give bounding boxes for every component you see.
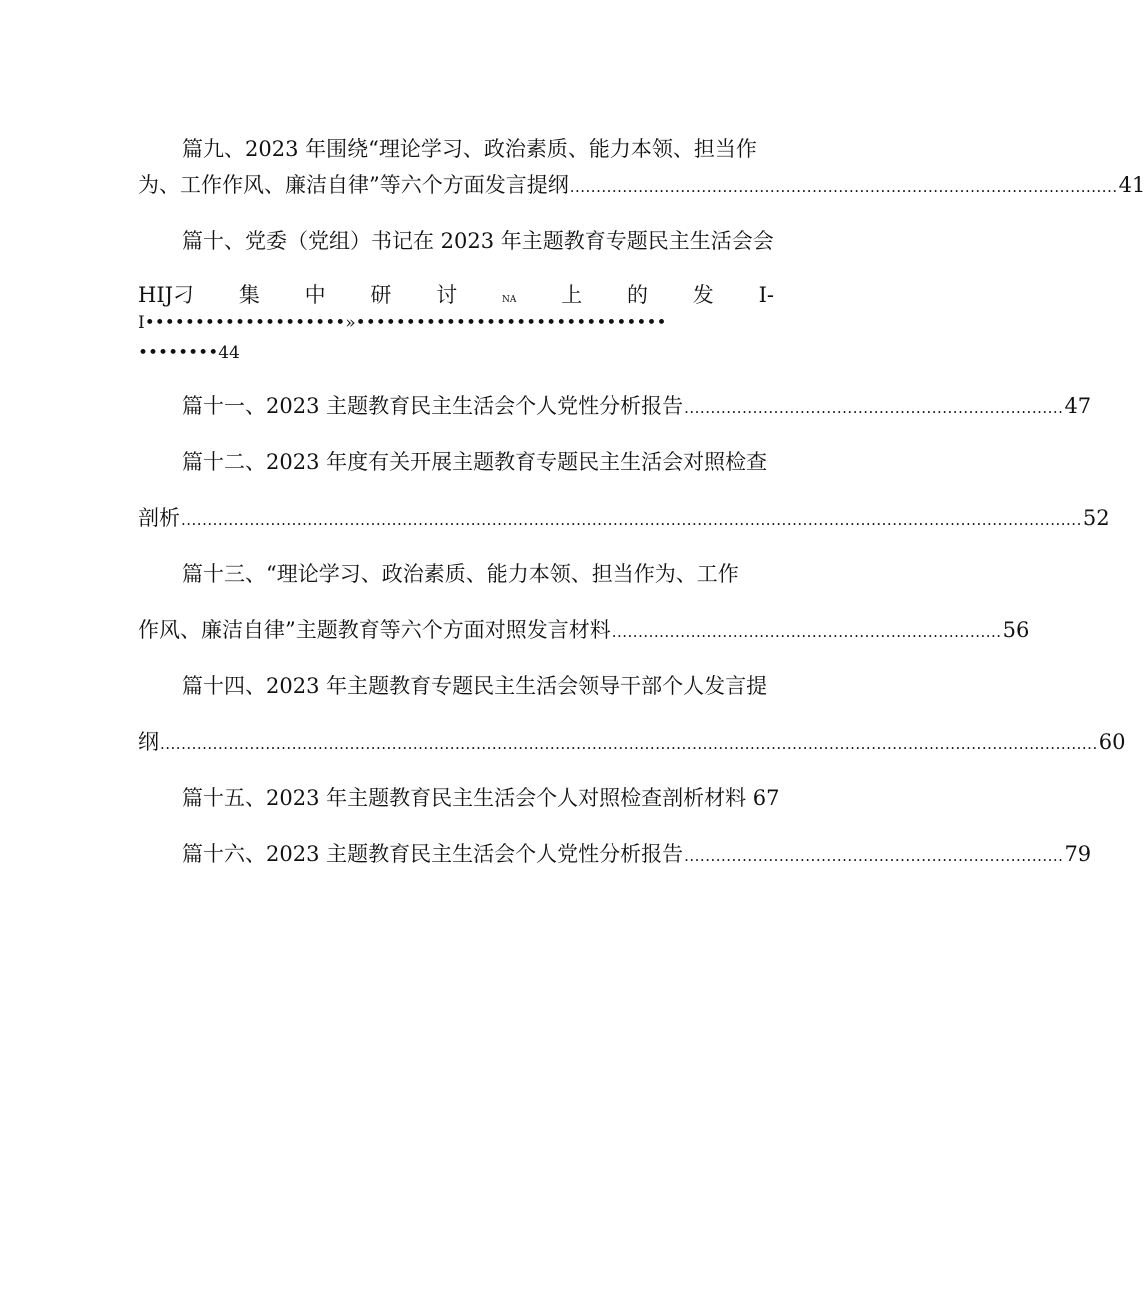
toc-entry-10-token: HIJ刁	[138, 283, 195, 307]
toc-entry-13-page: 56	[1002, 618, 1030, 642]
toc-entry-16-page: 79	[1064, 842, 1092, 866]
dot-leader: ..................................................................................................................................................................................	[160, 735, 1098, 753]
toc-entry-10-token: 中	[304, 283, 326, 307]
dot-leader: ........................................................................	[684, 399, 1064, 417]
toc-entry-12-text: 剖析	[138, 506, 180, 530]
toc-entry-11	[138, 389, 1092, 423]
toc-entry-13-line-1: 篇十三、“理论学习、政治素质、能力本领、担当作为、工作	[182, 562, 739, 586]
dot-leader: ........................................................................................................	[569, 178, 1118, 196]
toc-entry-10-token: 上	[561, 283, 583, 307]
toc-entry-14-line-1: 篇十四、2023 年主题教育专题民主生活会领导干部个人发言提	[182, 674, 768, 698]
toc-entry-10-token: 讨	[436, 283, 458, 307]
toc-entry-9-line-1: 篇九、2023 年围绕“理论学习、政治素质、能力本领、担当作	[182, 137, 757, 161]
toc-entry-13-text: 作风、廉洁自律”主题教育等六个方面对照发言材料	[138, 618, 611, 642]
toc-entry-11-text: 篇十一、2023 主题教育民主生活会个人党性分析报告	[182, 394, 684, 418]
toc-entry-9-text: 为、工作作风、廉洁自律”等六个方面发言提纲	[138, 173, 569, 197]
toc-entry-15: 篇十五、2023 年主题教育民主生活会个人对照检查剖析材料 67	[182, 786, 780, 810]
toc-entry-9-page: 41	[1118, 173, 1145, 197]
toc-entry-9-line-2	[138, 168, 1145, 202]
toc-entry-14-page: 60	[1098, 730, 1126, 754]
toc-entry-16-text: 篇十六、2023 主题教育民主生活会个人党性分析报告	[182, 842, 684, 866]
toc-entry-10-line-3: I••••••••••••••••••••»•••••••••••••••••••••••••••••••	[138, 313, 667, 333]
toc-entry-13-line-2	[138, 613, 1030, 647]
toc-entry-10-line-4: ••••••••44	[138, 343, 240, 363]
toc-entry-10-line-1: 篇十、党委（党组）书记在 2023 年主题教育专题民主生活会会	[182, 229, 774, 253]
toc-entry-14-text: 纲	[138, 730, 159, 754]
dot-leader: ...........................................................................................................................................................................	[181, 511, 1082, 529]
dot-leader: ..........................................................................	[611, 623, 1002, 641]
toc-entry-10-token: I-	[758, 283, 774, 307]
toc-entry-14-line-2	[138, 725, 1126, 759]
toc-entry-11-page: 47	[1064, 394, 1092, 418]
toc-entry-10-token: 集	[238, 283, 260, 307]
toc-entry-10-token: 研	[370, 283, 392, 307]
toc-entry-12-page: 52	[1082, 506, 1110, 530]
toc-entry-16	[138, 837, 1092, 871]
toc-entry-12-line-1: 篇十二、2023 年度有关开展主题教育专题民主生活会对照检查	[182, 450, 768, 474]
toc-entry-10-token: NA	[502, 295, 517, 305]
toc-entry-12-line-2	[138, 501, 1110, 535]
dot-leader: ........................................................................	[684, 847, 1064, 865]
toc-entry-10-token: 发	[692, 283, 714, 307]
toc-entry-10-token: 的	[626, 283, 648, 307]
